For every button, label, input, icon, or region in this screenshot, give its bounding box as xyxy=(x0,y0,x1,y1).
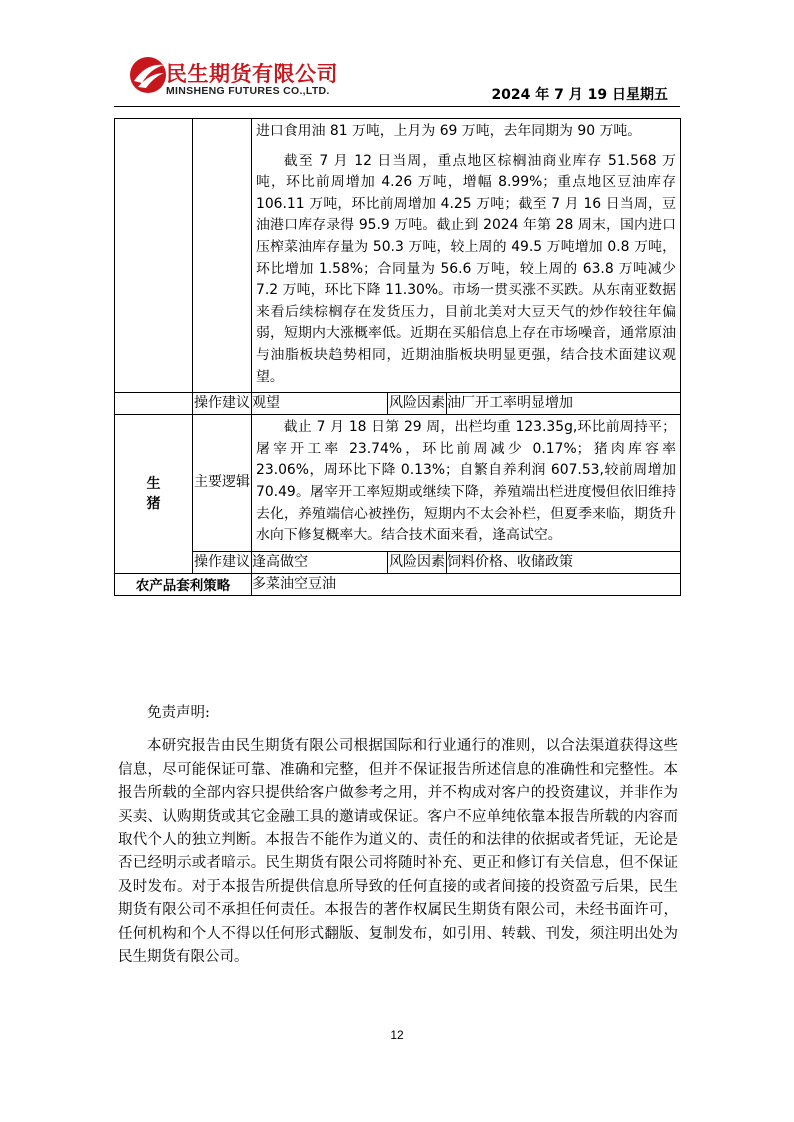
oil-op-value: 观望 xyxy=(252,393,388,415)
hog-logic-label: 主要逻辑 xyxy=(193,415,252,552)
analysis-table xyxy=(114,118,681,596)
oil-operation-row xyxy=(115,393,681,415)
logo-english-name: MINSHENG FUTURES CO.,LTD. xyxy=(166,85,330,97)
hog-risk-value: 饲料价格、收储政策 xyxy=(447,551,681,573)
disclaimer-content: 本研究报告由民生期货有限公司根据国际和行业通行的准则，以合法渠道获得这些信息，尽可能保证可靠、准确和完整，但并不保证报告所述信息的准确性和完整性。本报告所载的全部内容只提供给客户做参考之用，并不构成对客户的投资建议，并非作为买卖、认购期货或其它金融工具的邀请或保证。客户不应单纯依靠本报告所载的内容而取代个人的独立判断。本报告不能作为道义的、责任的和法律的依据或者凭证，无论是否已经明示或者暗示。民生期货有限公司将随时补充、更正和修订有关信息，但不保证及时发布。对于本报告所提供信息所导致的任何直接的或者间接的投资盈亏后果，民生期货有限公司不承担任何责任。本报告的著作权属民生期货有限公司，未经书面许可，任何机构和个人不得以任何形式翻版、复制发布，如引用、转载、刊发，须注明出处为民生期货有限公司。 xyxy=(118,738,678,966)
disclaimer-section xyxy=(118,702,678,969)
hog-category xyxy=(115,415,193,574)
oil-paragraph-1: 进口食用油 81 万吨，上月为 69 万吨，去年同期为 90 万吨。 xyxy=(256,123,642,139)
strategy-value: 多菜油空豆油 xyxy=(252,573,681,595)
minsheng-logo-icon xyxy=(128,55,168,95)
hog-logic-row xyxy=(115,415,681,552)
hog-op-value: 逢高做空 xyxy=(252,551,388,573)
oil-paragraph-2: 截至 7 月 12 日当周，重点地区棕榈油商业库存 51.568 万吨，环比前周增加 4.26 万吨，增幅 8.99%；重点地区豆油库存 106.11 万吨，环比前周增加 4.25 万吨；截至 7 月 16 日当周，豆油港口库存录得 95.9 万吨。截止到 2024 年第 28 周末，国内进口压榨菜油库存量为 50.3 万吨，较上周的 49.5 万吨增加 0.8 万吨，环比增加 1.58%；合同量为 56.6 万吨，较上周的 63.8 万吨减少 7.2 万吨，环比下降 11.30%。市场一贯买涨不买跌。从东南亚数据来看后续棕榈存在发货压力，目前北美对大豆天气的炒作较往年偏弱，短期内大涨概率低。近期在买船信息上存在市场噪音，通常原油与油脂板块趋势相同，近期油脂板块明显更强，结合技术面建议观望。 xyxy=(256,152,677,385)
company-logo xyxy=(128,55,368,103)
disclaimer-title: 免责声明: xyxy=(147,705,210,721)
oil-logic-label-cell xyxy=(193,119,252,393)
hog-operation-row xyxy=(115,551,681,573)
oil-risk-value: 油厂开工率明显增加 xyxy=(447,393,681,415)
oil-logic-row xyxy=(115,119,681,393)
hog-logic-cell xyxy=(252,415,681,552)
oil-logic-cell xyxy=(252,119,681,393)
hog-op-label: 操作建议 xyxy=(193,551,252,573)
oil-category-cell xyxy=(115,119,193,393)
header-divider xyxy=(114,106,680,107)
hog-logic-text: 截止 7 月 18 日第 29 周，出栏均重 123.35g,环比前周持平；屠宰开工率 23.74%，环比前周减少 0.17%；猪肉库容率 23.06%，周环比下降 0.13%；自繁自养利润 607.53,较前周增加 70.49。屠宰开工率短期或继续下降，养殖端出栏进度慢但依旧维持去化，养殖端信心被挫伤，短期内不太会补栏，但夏季来临，期货升水向下修复概率大。结合技术面来看，逢高试空。 xyxy=(256,419,677,544)
page-number: 12 xyxy=(390,1028,404,1042)
hog-category-label: 生猪 xyxy=(146,475,161,512)
logo-chinese-name: 民生期货有限公司 xyxy=(166,62,338,86)
strategy-row xyxy=(115,573,681,595)
oil-op-label: 操作建议 xyxy=(193,393,252,415)
strategy-label: 农产品套利策略 xyxy=(115,573,252,595)
oil-category-cell-cont xyxy=(115,393,193,415)
hog-risk-label: 风险因素 xyxy=(388,551,447,573)
report-date: 2024 年 7 月 19 日星期五 xyxy=(491,87,668,103)
oil-risk-label: 风险因素 xyxy=(388,393,447,415)
